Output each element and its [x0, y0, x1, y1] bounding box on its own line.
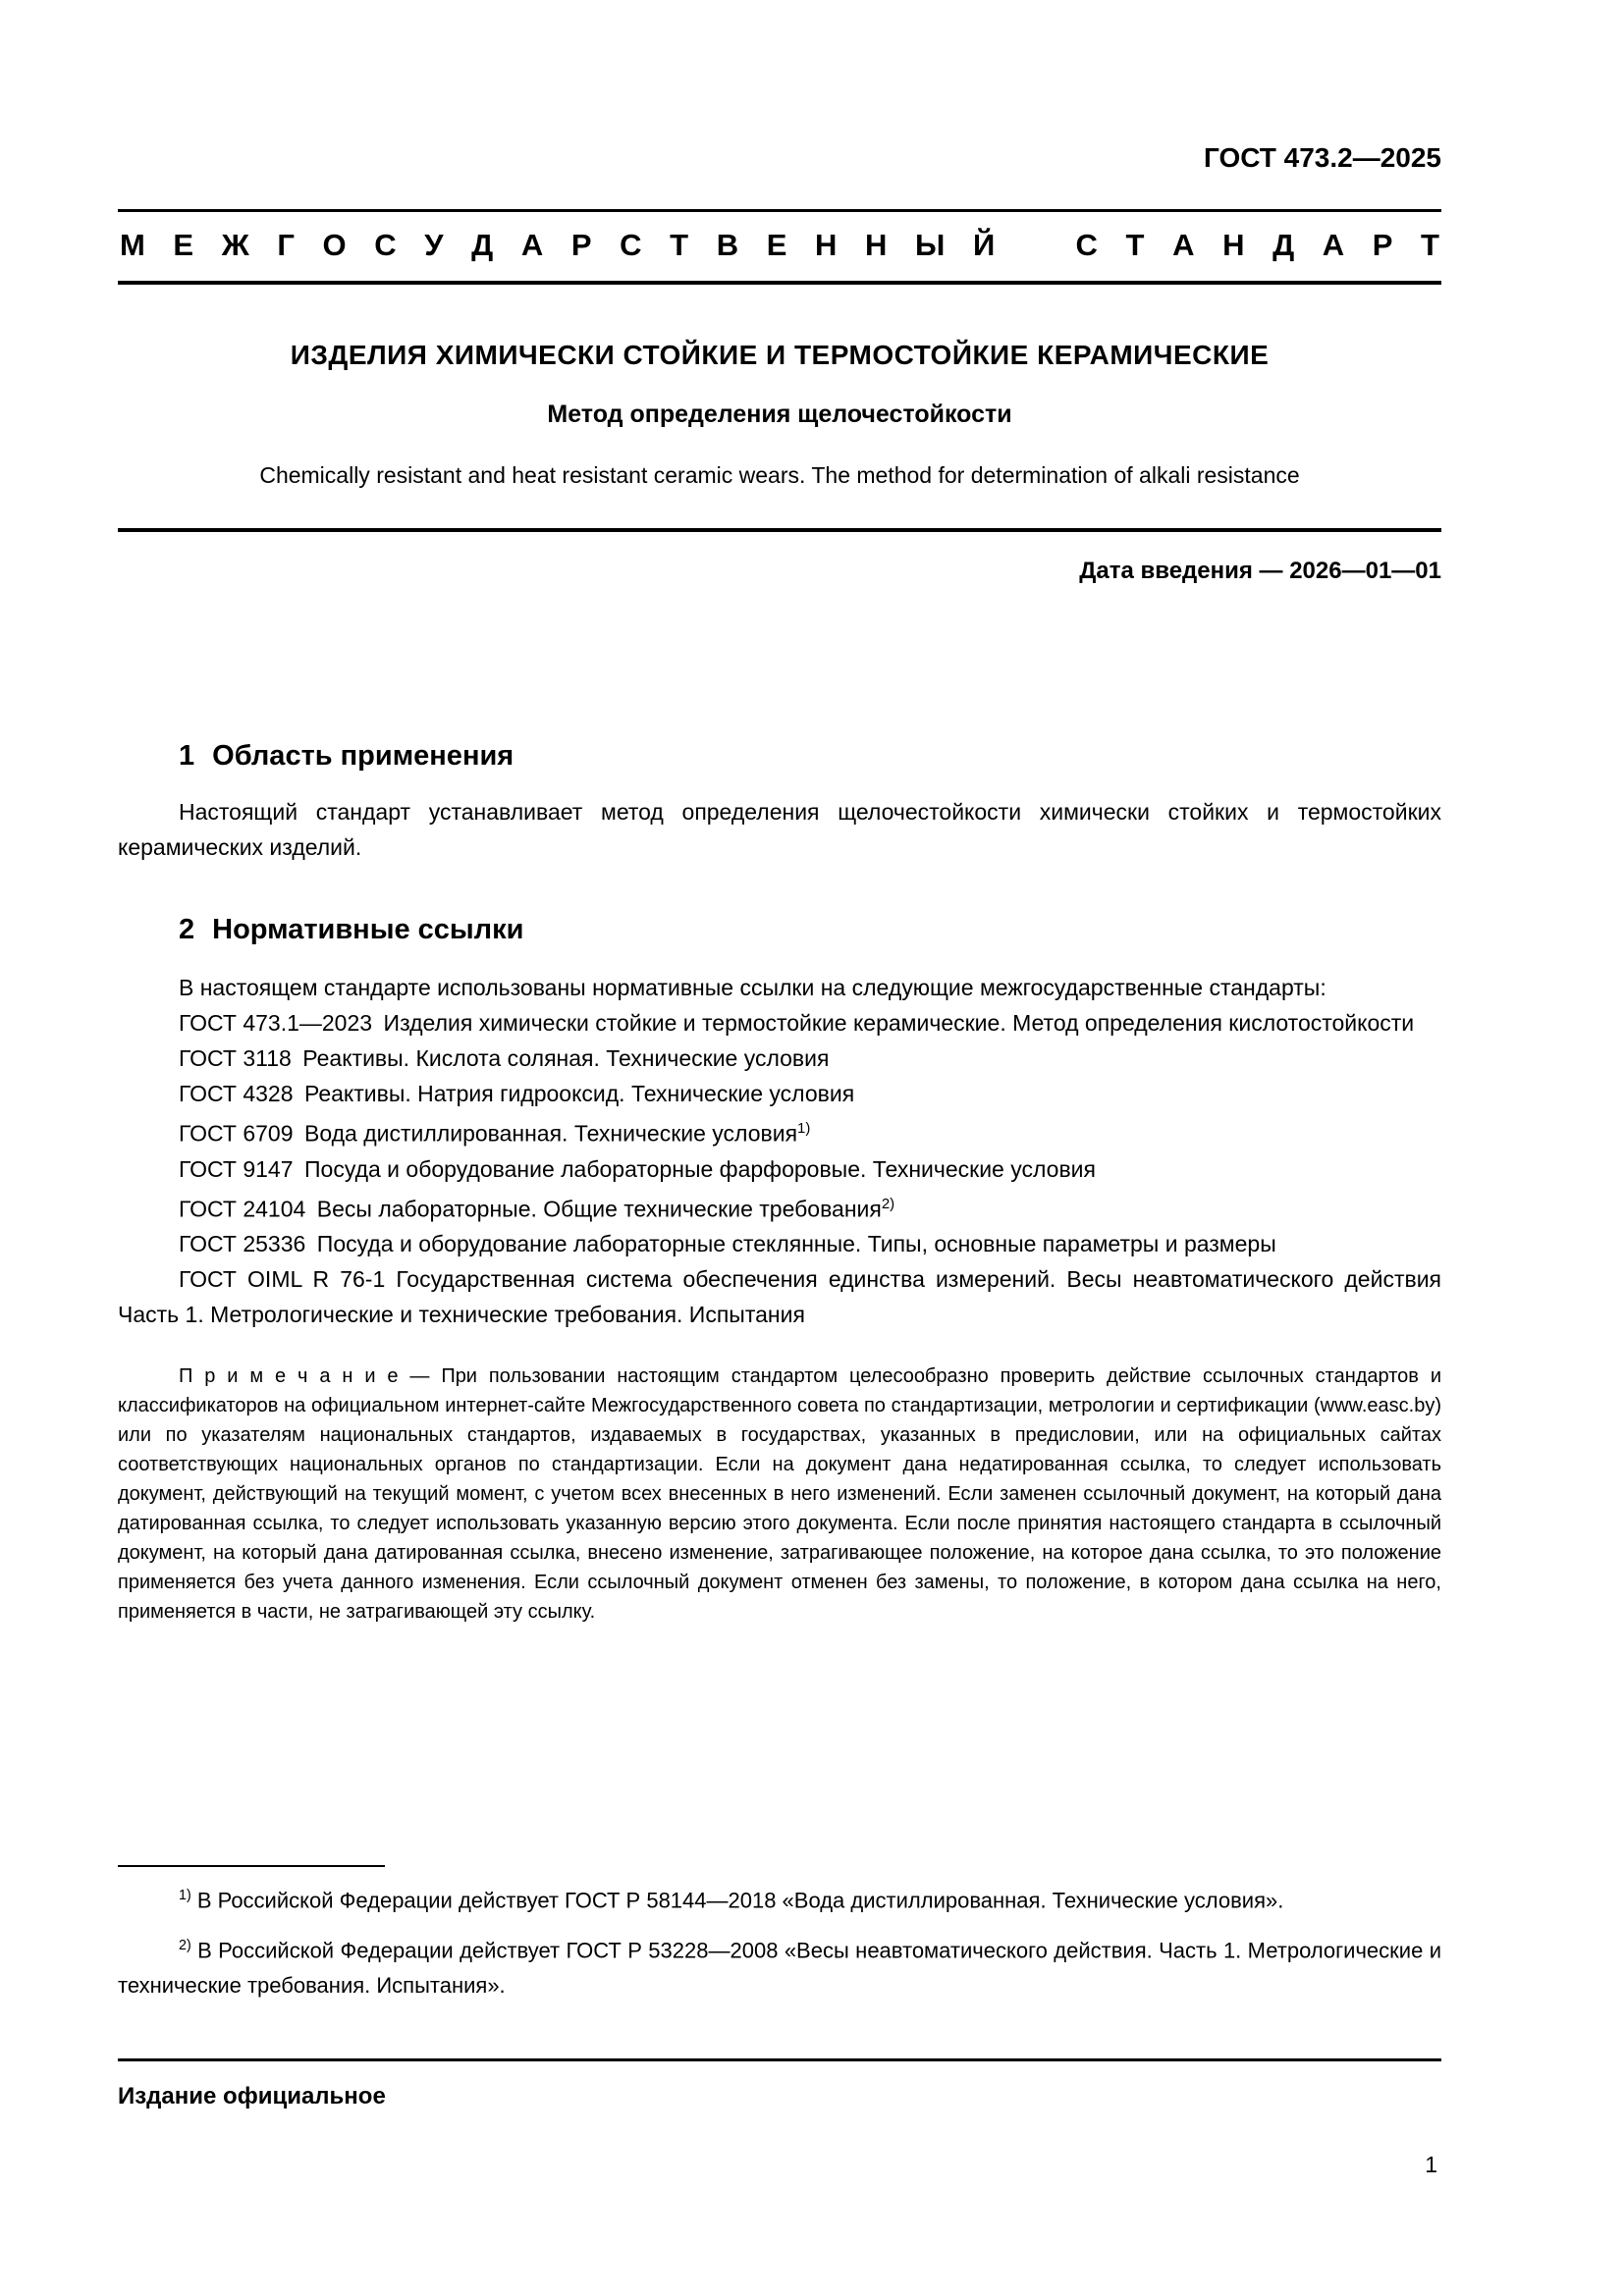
section-1-heading — [179, 740, 1441, 773]
footnote-marker-2: 2) — [881, 1195, 895, 1212]
footnote — [118, 1879, 1441, 1917]
section-2-heading — [179, 914, 1441, 946]
reference-item — [118, 1076, 1441, 1111]
reference-text: ГОСТ 3118 Реактивы. Кислота соляная. Технические условия — [179, 1045, 830, 1071]
reference-text: ГОСТ 473.1—2023 Изделия химически стойкие и термостойкие керамические. Метод определения кислотостойкости — [179, 1010, 1415, 1036]
reference-text: ГОСТ 6709 Вода дистиллированная. Технические условия — [179, 1120, 798, 1147]
standard-code: ГОСТ 473.2—2025 — [1203, 142, 1441, 173]
footnote — [118, 1929, 1441, 2002]
reference-item — [118, 1187, 1441, 1227]
footnote-text: В Российской Федерации действует ГОСТ Р 58144—2018 «Вода дистиллированная. Технические условия». — [190, 1888, 1284, 1913]
reference-item — [118, 1111, 1441, 1151]
title-english: Chemically resistant and heat resistant ceramic wears. The method for determination of alkali resistance — [259, 462, 1300, 488]
footnote-separator — [118, 1865, 385, 1867]
reference-text: ГОСТ 9147 Посуда и оборудование лабораторные фарфоровые. Технические условия — [179, 1155, 1096, 1182]
section-1-title: Область применения — [212, 740, 514, 772]
note-paragraph: П р и м е ч а н и е — При пользовании настоящим стандартом целесообразно проверить действие ссылочных стандартов и классификаторов на официальном интернет-сайте Межгосударственного совета по стандартизации, метрологии и сертификации (www.easc.by) или по указателям национальных стандартов, издаваемых в государствах, указанных в предисловии, или на официальных сайтах соответствующих национальных органов по стандартизации. Если на документ дана недатированная ссылка, то следует использовать документ, действующий на текущий момент, с учетом всех внесенных в него изменений. Если заменен ссылочный документ, на который дана датированная ссылка, то следует использовать указанную версию этого документа. Если после принятия настоящего стандарта в ссылочный документ, на который дана датированная ссылка, внесено изменение, затрагивающее положение, на которое дана ссылка, то это положение применяется без учета данного изменения. Если ссылочный документ отменен без замены, то положение, в котором дана ссылка на него, применяется в части, не затрагивающей эту ссылку. — [118, 1365, 1441, 1624]
reference-item — [118, 1261, 1441, 1332]
footnotes-block — [118, 1865, 1441, 2002]
reference-text: ГОСТ 25336 Посуда и оборудование лабораторные стеклянные. Типы, основные параметры и размеры — [179, 1231, 1276, 1257]
title-russian: ИЗДЕЛИЯ ХИМИЧЕСКИ СТОЙКИЕ И ТЕРМОСТОЙКИЕ КЕРАМИЧЕСКИЕ — [290, 340, 1270, 370]
banner-rule-bottom — [118, 281, 1441, 285]
footer-rule — [118, 2058, 1441, 2061]
footnote-number: 2) — [179, 1938, 191, 1954]
reference-item — [118, 1151, 1441, 1187]
official-edition-label: Издание официальное — [118, 2083, 386, 2109]
references-intro: В настоящем стандарте использованы нормативные ссылки на следующие межгосударственные стандарты: — [179, 975, 1326, 1000]
effective-date: Дата введения — 2026—01—01 — [1079, 558, 1441, 584]
footnote-text: В Российской Федерации действует ГОСТ Р 53228—2008 «Весы неавтоматического действия. Часть 1. Метрологические и технические требования. Испытания». — [118, 1938, 1441, 1998]
page-number: 1 — [1425, 2152, 1437, 2177]
section-1-paragraph: Настоящий стандарт устанавливает метод определения щелочестойкости химически стойких и термостойких керамических изделий. — [118, 799, 1441, 860]
section-2-number: 2 — [179, 914, 195, 945]
document-content — [118, 0, 1441, 1627]
footnote-number: 1) — [179, 1888, 191, 1903]
banner-word-standard: С Т А Н Д А Р Т — [1075, 228, 1439, 262]
reference-text: ГОСТ 4328 Реактивы. Натрия гидрооксид. Технические условия — [179, 1081, 855, 1106]
subtitle-russian: Метод определения щелочестойкости — [547, 400, 1012, 428]
reference-item — [118, 1005, 1441, 1041]
header-rule — [118, 528, 1441, 532]
section-1-number: 1 — [179, 740, 195, 772]
reference-text: ГОСТ 24104 Весы лабораторные. Общие технические требования — [179, 1196, 882, 1222]
banner-word-interstate: М Е Ж Г О С У Д А Р С Т В Е Н Н Ы Й — [120, 228, 996, 262]
reference-text: ГОСТ OIML R 76-1 Государственная система обеспечения единства измерений. Весы неавтоматического действия Часть 1. Метрологические и технические требования. Испытания — [118, 1266, 1441, 1328]
section-2-title: Нормативные ссылки — [212, 914, 524, 945]
standard-banner — [118, 212, 1441, 281]
reference-item — [118, 1041, 1441, 1076]
reference-item — [118, 1226, 1441, 1261]
footnote-marker-1: 1) — [797, 1120, 811, 1137]
